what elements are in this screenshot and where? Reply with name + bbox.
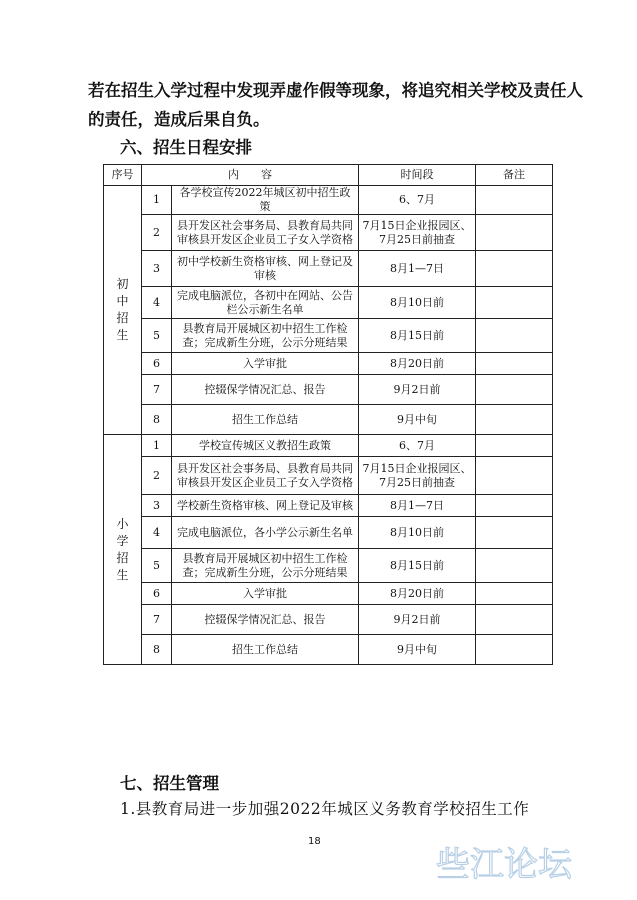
row-content: 控辍保学情况汇总、报告: [172, 375, 359, 405]
row-note: [476, 405, 553, 435]
table-row: [104, 549, 553, 583]
row-number: 2: [142, 457, 172, 495]
row-content: 县教育局开展城区初中招生工作检查；完成新生分班，公示分班结果: [172, 549, 359, 583]
row-number: 2: [142, 215, 172, 251]
row-content: 县开发区社会事务局、县教育局共同审核县开发区企业员工子女入学资格: [172, 215, 359, 251]
row-content: 控辍保学情况汇总、报告: [172, 605, 359, 635]
row-time: 9月中旬: [359, 405, 476, 435]
row-time: 8月15日前: [359, 549, 476, 583]
row-note: [476, 495, 553, 517]
header-content: 内 容: [142, 165, 359, 186]
row-time: 7月15日企业报园区、7月25日前抽查: [359, 457, 476, 495]
row-time: 9月2日前: [359, 375, 476, 405]
row-number: 1: [142, 435, 172, 457]
row-number: 8: [142, 405, 172, 435]
row-note: [476, 517, 553, 549]
table-row: [104, 405, 553, 435]
row-time: 8月15日前: [359, 319, 476, 353]
row-time: 8月20日前: [359, 583, 476, 605]
table-row: [104, 287, 553, 319]
row-time: 8月20日前: [359, 353, 476, 375]
row-note: [476, 251, 553, 287]
header-note: 备注: [476, 165, 553, 186]
row-time: 8月10日前: [359, 517, 476, 549]
row-note: [476, 375, 553, 405]
row-time: 6、7月: [359, 435, 476, 457]
row-number: 5: [142, 549, 172, 583]
row-note: [476, 353, 553, 375]
table-row: [104, 635, 553, 665]
watermark-logo: [436, 840, 636, 890]
row-number: 5: [142, 319, 172, 353]
row-content: 招生工作总结: [172, 635, 359, 665]
row-content: 完成电脑派位，各小学公示新生名单: [172, 517, 359, 549]
table-row: [104, 435, 553, 457]
row-content: 学校宣传城区义教招生政策: [172, 435, 359, 457]
table-row: [104, 353, 553, 375]
table-row: [104, 517, 553, 549]
schedule-table: [103, 164, 553, 665]
intro-paragraph: 若在招生入学过程中发现弄虚作假等现象，将追究相关学校及责任人的责任，造成后果自负。: [88, 81, 583, 129]
row-number: 4: [142, 517, 172, 549]
row-content: 入学审批: [172, 353, 359, 375]
row-content: 完成电脑派位，各初中在网站、公告栏公示新生名单: [172, 287, 359, 319]
table-row: [104, 215, 553, 251]
row-content: 招生工作总结: [172, 405, 359, 435]
row-number: 3: [142, 251, 172, 287]
table-row: [104, 605, 553, 635]
row-time: 8月1—7日: [359, 251, 476, 287]
svg-text:些江论坛: 些江论坛: [436, 845, 572, 885]
row-note: [476, 319, 553, 353]
table-row: [104, 495, 553, 517]
row-note: [476, 186, 553, 215]
row-number: 4: [142, 287, 172, 319]
row-time: 7月15日企业报园区、7月25日前抽查: [359, 215, 476, 251]
header-seq: 序号: [104, 165, 142, 186]
table-row: [104, 319, 553, 353]
row-content: 县教育局开展城区初中招生工作检查；完成新生分班，公示分班结果: [172, 319, 359, 353]
table-row: [104, 583, 553, 605]
table-header-row: [104, 165, 553, 186]
row-note: [476, 549, 553, 583]
header-time: 时间段: [359, 165, 476, 186]
row-time: 9月2日前: [359, 605, 476, 635]
row-note: [476, 635, 553, 665]
page-number: 18: [308, 836, 321, 847]
row-content: 入学审批: [172, 583, 359, 605]
table-row: [104, 375, 553, 405]
row-content: 学校新生资格审核、网上登记及审核: [172, 495, 359, 517]
row-content: 初中学校新生资格审核、网上登记及审核: [172, 251, 359, 287]
row-number: 7: [142, 605, 172, 635]
row-content: 县开发区社会事务局、县教育局共同审核县开发区企业员工子女入学资格: [172, 457, 359, 495]
row-note: [476, 583, 553, 605]
row-time: 8月1—7日: [359, 495, 476, 517]
row-content: 各学校宣传2022年城区初中招生政策: [172, 186, 359, 215]
table-row: [104, 457, 553, 495]
group-label: 小 学 招 生: [104, 435, 142, 665]
row-note: [476, 435, 553, 457]
row-note: [476, 605, 553, 635]
row-number: 6: [142, 353, 172, 375]
row-number: 3: [142, 495, 172, 517]
row-number: 7: [142, 375, 172, 405]
row-note: [476, 215, 553, 251]
table-row: [104, 186, 553, 215]
row-time: 8月10日前: [359, 287, 476, 319]
row-time: 9月中旬: [359, 635, 476, 665]
row-number: 8: [142, 635, 172, 665]
table-row: [104, 251, 553, 287]
management-paragraph: 1.县教育局进一步加强2022年城区义务教育学校招生工作: [120, 800, 530, 818]
row-note: [476, 457, 553, 495]
row-note: [476, 287, 553, 319]
group-label: 初 中 招 生: [104, 186, 142, 435]
section-title-management: 七、招生管理: [120, 774, 219, 793]
row-number: 6: [142, 583, 172, 605]
row-time: 6、7月: [359, 186, 476, 215]
row-number: 1: [142, 186, 172, 215]
section-title-schedule: 六、招生日程安排: [120, 138, 252, 157]
